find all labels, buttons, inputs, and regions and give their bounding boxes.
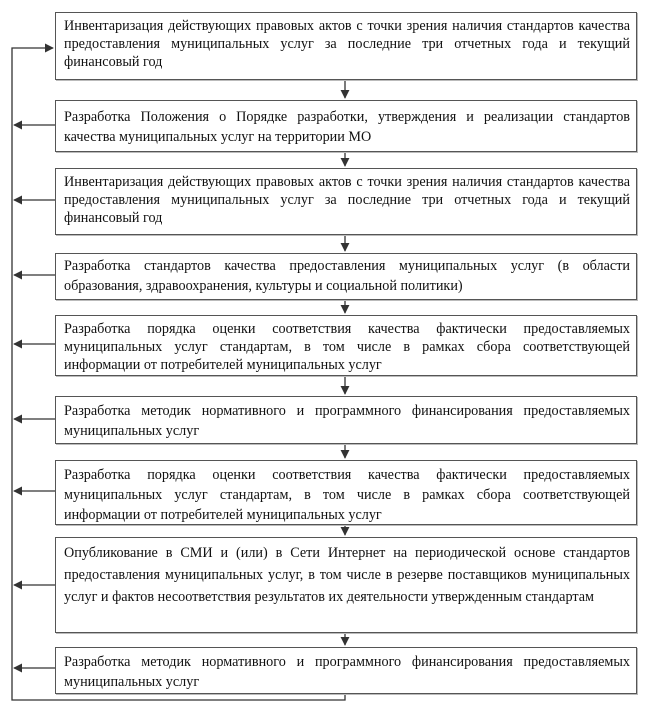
flow-step-9: Разработка методик нормативного и программного финансирования предоставляемых муниципальных услуг [55, 647, 637, 694]
flow-step-7: Разработка порядка оценки соответствия качества фактически предоставляемых муниципальных услуг стандартам, в том числе в рамках сбора соответствующей информации от потребителей муниципальных услуг [55, 460, 637, 525]
flow-step-1: Инвентаризация действующих правовых актов с точки зрения наличия стандартов качества предоставления муниципальных услуг за последние три отчетных года и текущий финансовый год [55, 12, 637, 80]
flow-step-5: Разработка порядка оценки соответствия качества фактически предоставляемых муниципальных услуг стандартам, в том числе в рамках сбора соответствующей информации от потребителей муниципальных услуг [55, 315, 637, 376]
flow-step-8: Опубликование в СМИ и (или) в Сети Интернет на периодической основе стандартов предоставления муниципальных услуг, в том числе в резерве поставщиков муниципальных услуг и фактов несоответствия результатов их деятельности утвержденным стандартам [55, 537, 637, 633]
flow-step-3: Инвентаризация действующих правовых актов с точки зрения наличия стандартов качества предоставления муниципальных услуг за последние три отчетных года и текущий финансовый год [55, 168, 637, 235]
flow-step-4: Разработка стандартов качества предоставления муниципальных услуг (в области образования, здравоохранения, культуры и социальной политики) [55, 253, 637, 300]
flow-step-6: Разработка методик нормативного и программного финансирования предоставляемых муниципальных услуг [55, 396, 637, 444]
flow-step-2: Разработка Положения о Порядке разработки, утверждения и реализации стандартов качества муниципальных услуг на территории МО [55, 100, 637, 152]
